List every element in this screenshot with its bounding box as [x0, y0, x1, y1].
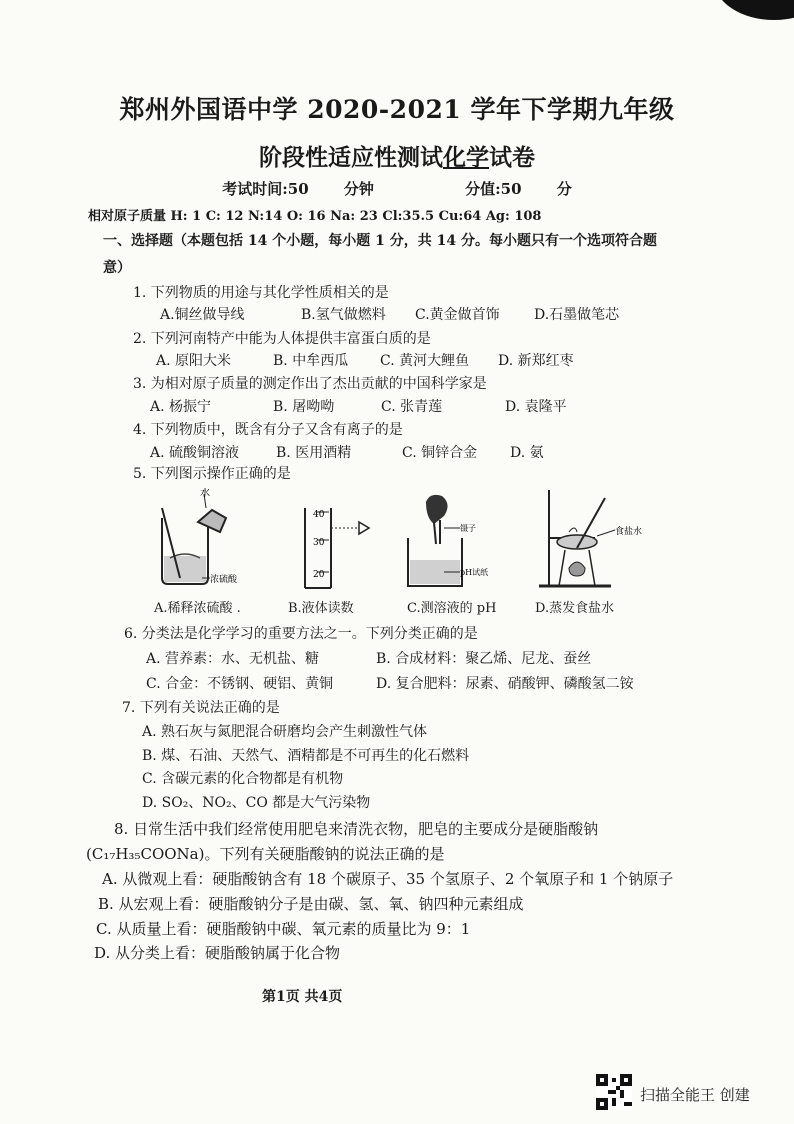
tick-20: 20 — [313, 570, 325, 580]
label-tweezers: 镊子 — [460, 524, 476, 533]
section-heading: 一、选择题（本题包括 14 个小题，每小题 1 分，共 14 分。每小题只有一个选项符合题 — [103, 233, 657, 249]
question-1-stem: 1. 下列物质的用途与其化学性质相关的是 — [133, 285, 389, 301]
figure-read-volume — [295, 488, 375, 593]
question-8-opt-b: B. 从宏观上看：硬脂酸钠分子是由碳、氢、氧、钠四种元素组成 — [98, 895, 524, 913]
question-3-opt-d: D. 袁隆平 — [505, 399, 567, 415]
caption-b: B.液体读数 — [288, 601, 354, 616]
title-suffix: 试卷 — [489, 144, 535, 171]
question-4-opt-a: A. 硫酸铜溶液 — [150, 445, 240, 461]
question-7-opt-c: C. 含碳元素的化合物都是有机物 — [142, 771, 344, 787]
question-6-opt-d: D. 复合肥料：尿素、硝酸钾、磷酸氢二铵 — [376, 676, 634, 692]
tick-40: 40 — [313, 510, 325, 520]
question-6-opt-b: B. 合成材料：聚乙烯、尼龙、蚕丝 — [376, 651, 592, 667]
question-4-stem: 4. 下列物质中，既含有分子又含有离子的是 — [133, 422, 403, 438]
question-6-opt-c: C. 合金：不锈钢、硬铝、黄铜 — [146, 676, 334, 692]
section-heading-cont: 意） — [103, 260, 131, 276]
exam-time: 考试时间:50 分钟 — [222, 180, 374, 198]
figure-measure-ph — [400, 488, 510, 593]
question-8-stem-cont: (C₁₇H₃₅COONa)。下列有关硬脂酸钠的说法正确的是 — [86, 845, 445, 863]
question-8-opt-c: C. 从质量上看：硬脂酸钠中碳、氧元素的质量比为 9：1 — [96, 920, 471, 938]
label-ph-paper: pH试纸 — [460, 568, 489, 577]
caption-a: A.稀释浓硫酸 . — [154, 601, 241, 616]
question-1-opt-b: B.氢气做燃料 — [301, 307, 386, 323]
caption-c: C.测溶液的 pH — [407, 601, 497, 616]
question-1-opt-a: A.铜丝做导线 — [160, 307, 245, 323]
title-subject: 化学 — [443, 144, 489, 171]
question-7-opt-a: A. 熟石灰与氮肥混合研磨均会产生刺激性气体 — [142, 724, 428, 740]
question-8-stem: 8. 日常生活中我们经常使用肥皂来清洗衣物，肥皂的主要成分是硬脂酸钠 — [114, 820, 599, 838]
question-4-opt-c: C. 铜锌合金 — [402, 445, 478, 461]
question-3-opt-b: B. 屠呦呦 — [273, 399, 335, 415]
question-2-opt-c: C. 黄河大鲤鱼 — [380, 353, 470, 369]
question-3-stem: 3. 为相对原子质量的测定作出了杰出贡献的中国科学家是 — [133, 376, 487, 392]
question-7-stem: 7. 下列有关说法正确的是 — [122, 700, 280, 716]
question-1-opt-d: D.石墨做笔芯 — [534, 307, 620, 323]
question-2-opt-a: A. 原阳大米 — [156, 353, 232, 369]
scan-corner-shadow — [714, 0, 794, 20]
exam-title-line2 — [0, 139, 794, 172]
atomic-mass-line: 相对原子质量 H: 1 C: 12 N:14 O: 16 Na: 23 Cl:35.5 Cu:64 Ag: 108 — [88, 209, 542, 224]
question-2-opt-b: B. 中牟西瓜 — [273, 353, 349, 369]
question-5-stem: 5. 下列图示操作正确的是 — [133, 466, 291, 482]
page-footer: 第1页 共4页 — [262, 989, 343, 1005]
question-3-opt-c: C. 张青莲 — [381, 399, 443, 415]
figure-evaporate-salt — [535, 488, 650, 598]
qr-code-icon — [596, 1074, 632, 1110]
question-1-opt-c: C.黄金做首饰 — [415, 307, 500, 323]
scanner-watermark: 扫描全能王 创建 — [640, 1086, 750, 1104]
question-6-stem: 6. 分类法是化学学习的重要方法之一。下列分类正确的是 — [124, 626, 478, 642]
question-2-opt-d: D. 新郑红枣 — [498, 353, 574, 369]
tick-30: 30 — [313, 538, 325, 548]
question-7-opt-d: D. SO₂、NO₂、CO 都是大气污染物 — [142, 795, 371, 811]
title-prefix: 阶段性适应性测试 — [259, 144, 443, 171]
figure-dilute-acid — [150, 488, 260, 593]
exam-score: 分值:50 分 — [465, 180, 572, 198]
exam-meta — [0, 178, 794, 199]
question-4-opt-d: D. 氨 — [510, 445, 544, 461]
question-2-stem: 2. 下列河南特产中能为人体提供丰富蛋白质的是 — [133, 331, 431, 347]
label-salt-water: 食盐水 — [615, 527, 643, 537]
question-8-opt-d: D. 从分类上看：硬脂酸钠属于化合物 — [94, 944, 341, 962]
question-4-opt-b: B. 医用酒精 — [276, 445, 352, 461]
question-3-opt-a: A. 杨振宁 — [150, 399, 212, 415]
question-8-opt-a: A. 从微观上看：硬脂酸钠含有 18 个碳原子、35 个氢原子、2 个氧原子和 1 个钠原子 — [102, 870, 674, 888]
question-6-opt-a: A. 营养素：水、无机盐、糖 — [146, 651, 320, 667]
exam-title-line1: 郑州外国语中学 2020-2021 学年下学期九年级 — [119, 95, 675, 124]
caption-d: D.蒸发食盐水 — [535, 601, 615, 616]
label-acid: 浓硫酸 — [210, 575, 238, 585]
question-7-opt-b: B. 煤、石油、天然气、酒精都是不可再生的化石燃料 — [142, 748, 470, 764]
label-water: 水 — [200, 488, 210, 499]
